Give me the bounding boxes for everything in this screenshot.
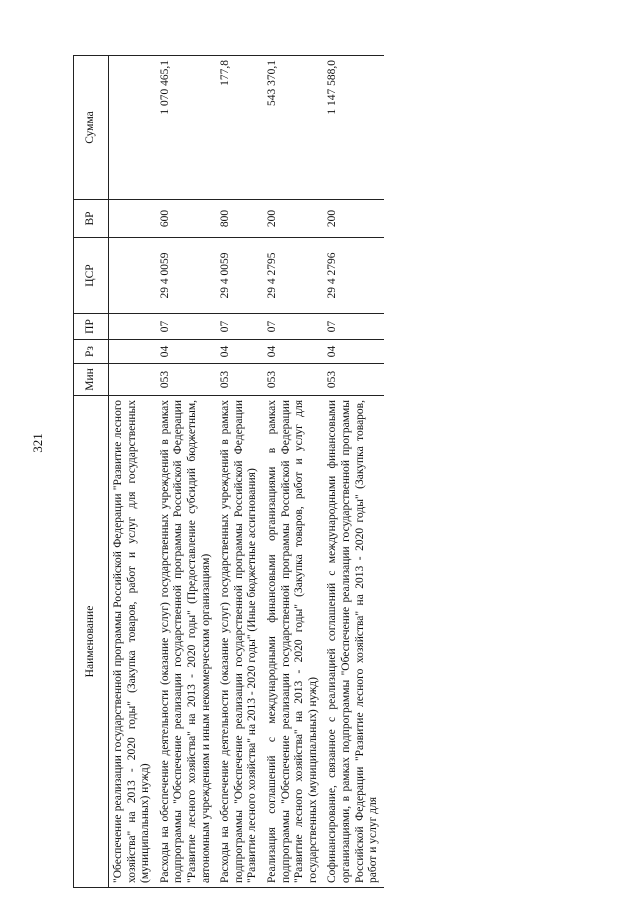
row-pr: 07 xyxy=(216,314,263,340)
table-row xyxy=(263,56,323,888)
row-name: Реализация соглашений с международными финансовыми организациями в рамках подпрограммы "Обеспечение реализации государственной программы Российской Федерации "Развитие лесного хозяйства" на 2013 - 2020 годы" (Закупка товаров, работ и услуг для государственных (муниципальных) нужд) xyxy=(263,396,323,888)
header-sum: Сумма xyxy=(74,56,109,200)
table-row xyxy=(156,56,216,888)
row-min: 053 xyxy=(216,364,263,396)
row-csr xyxy=(109,238,156,314)
header-name: Наименование xyxy=(74,396,109,888)
row-csr: 29 4 0059 xyxy=(216,238,263,314)
row-min: 053 xyxy=(156,364,216,396)
header-min: Мин xyxy=(74,364,109,396)
row-csr: 29 4 2796 xyxy=(323,238,383,314)
table-row xyxy=(109,56,156,888)
row-sum: 1 147 588,0 xyxy=(323,56,383,200)
row-rz: 04 xyxy=(156,340,216,364)
row-min: 053 xyxy=(263,364,323,396)
row-rz: 04 xyxy=(323,340,383,364)
row-pr: 07 xyxy=(323,314,383,340)
row-rz xyxy=(109,340,156,364)
row-sum xyxy=(109,56,156,200)
row-vr xyxy=(109,200,156,238)
row-vr: 200 xyxy=(263,200,323,238)
row-min: 053 xyxy=(323,364,383,396)
row-pr: 07 xyxy=(156,314,216,340)
budget-table xyxy=(73,55,384,888)
row-pr: 07 xyxy=(263,314,323,340)
row-csr: 29 4 2795 xyxy=(263,238,323,314)
row-csr: 29 4 0059 xyxy=(156,238,216,314)
row-sum: 1 070 465,1 xyxy=(156,56,216,200)
header-rz: Рз xyxy=(74,340,109,364)
row-name: "Обеспечение реализации государственной программы Российской Федерации "Развитие лесного хозяйства" на 2013 - 2020 годы" (Закупка товаров, работ и услуг для государственных (муниципальных) нужд) xyxy=(109,396,156,888)
header-vr: ВР xyxy=(74,200,109,238)
header-pr: ПР xyxy=(74,314,109,340)
budget-table-rotated xyxy=(73,56,613,888)
row-min xyxy=(109,364,156,396)
header-csr: ЦСР xyxy=(74,238,109,314)
row-sum: 543 370,1 xyxy=(263,56,323,200)
row-rz: 04 xyxy=(216,340,263,364)
row-pr xyxy=(109,314,156,340)
table-header-row xyxy=(74,56,109,888)
row-vr: 600 xyxy=(156,200,216,238)
row-sum: 177,8 xyxy=(216,56,263,200)
row-name: Расходы на обеспечение деятельности (оказание услуг) государственных учреждений в рамках подпрограммы "Обеспечение реализации государственной программы Российской Федерации "Развитие лесного хозяйства" на 2013 - 2020 годы" (Иные бюджетные ассигнования) xyxy=(216,396,263,888)
row-name: Софинансирование, связанное с реализацией соглашений с международными финансовыми организациями, в рамках подпрограммы "Обеспечение реализации государственной программы Российской Федерации "Развитие лесного хозяйства" на 2013 - 2020 годы" (Закупка товаров, работ и услуг для xyxy=(323,396,383,888)
page-number: 321 xyxy=(30,433,45,453)
row-vr: 200 xyxy=(323,200,383,238)
row-name: Расходы на обеспечение деятельности (оказание услуг) государственных учреждений в рамках подпрограммы "Обеспечение реализации государственной программы Российской Федерации "Развитие лесного хозяйства" на 2013 - 2020 годы" (Предоставление субсидий бюджетным, автономным учреждениям и иным некоммерческим организациям) xyxy=(156,396,216,888)
table-row xyxy=(323,56,383,888)
table-row xyxy=(216,56,263,888)
row-rz: 04 xyxy=(263,340,323,364)
row-vr: 800 xyxy=(216,200,263,238)
